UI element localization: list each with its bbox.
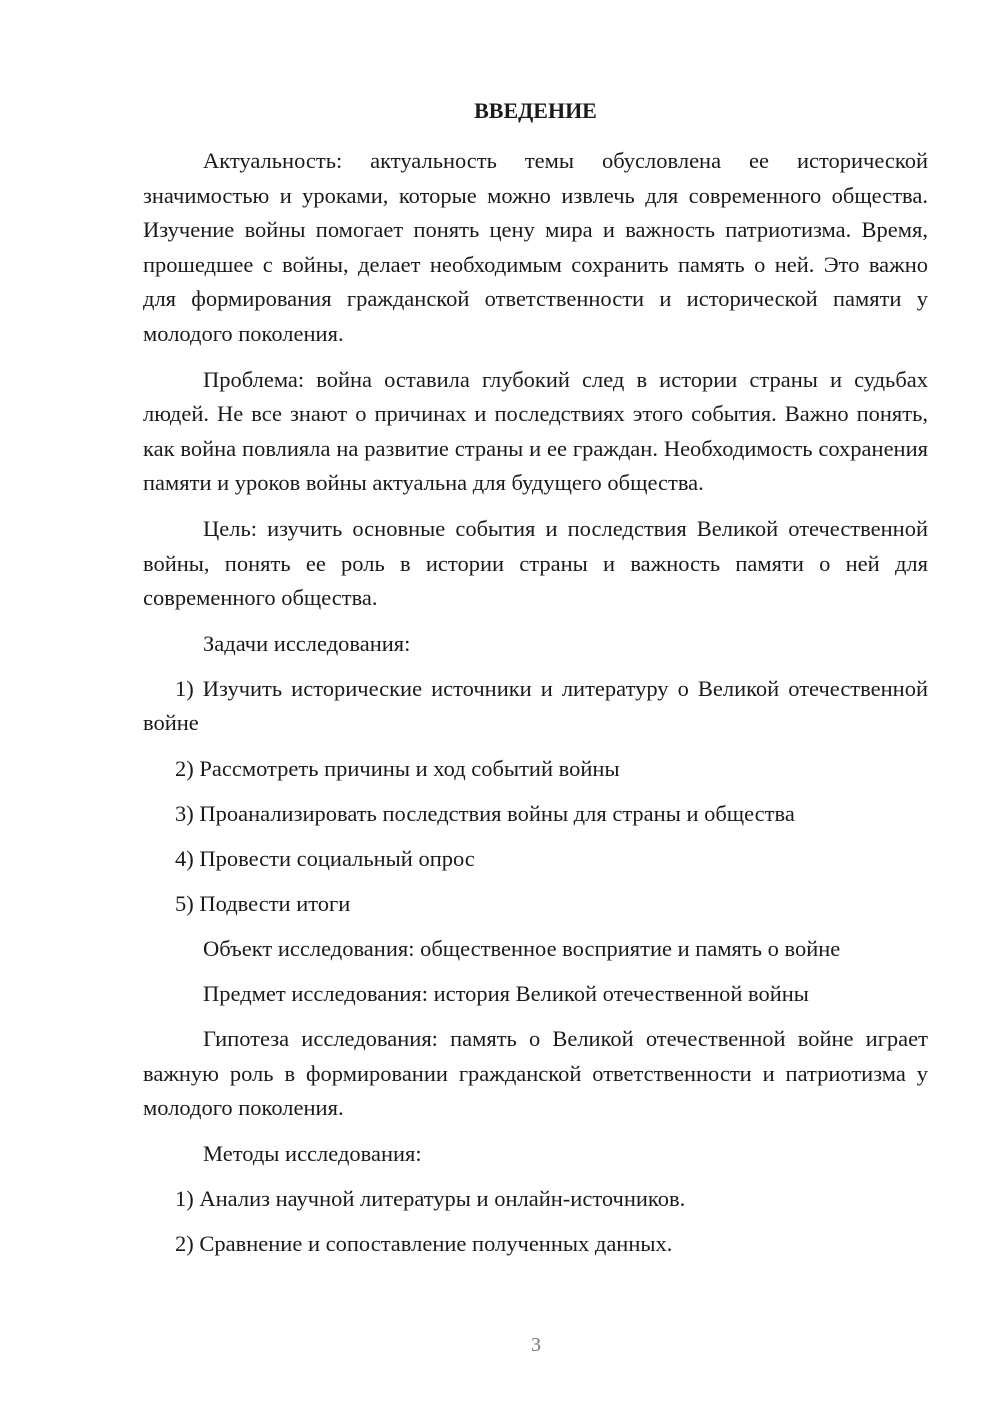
page-number: 3 <box>531 1334 541 1356</box>
relevance-paragraph: Актуальность: актуальность темы обусловлена ее исторической значимостью и уроками, которые можно извлечь для современного общества. Изучение войны помогает понять цену мира и важность патриотизма. Время, прошедшее с войны, делает необходимым сохранить память о ней. Это важно для формирования гражданской ответственности и исторической памяти у молодого поколения. <box>143 148 928 346</box>
research-subject: Предмет исследования: история Великой отечественной войны <box>203 980 809 1006</box>
page-title: ВВЕДЕНИЕ <box>474 98 597 123</box>
research-object: Объект исследования: общественное восприятие и память о войне <box>203 935 841 961</box>
method-item: 2) Сравнение и сопоставление полученных данных. <box>175 1230 673 1256</box>
tasks-heading: Задачи исследования: <box>203 630 411 656</box>
hypothesis-paragraph: Гипотеза исследования: память о Великой отечественной войне играет важную роль в формировании гражданской ответственности и патриотизма у молодого поколения. <box>143 1025 928 1121</box>
task-item: 2) Рассмотреть причины и ход событий войны <box>175 755 620 781</box>
methods-heading: Методы исследования: <box>203 1140 422 1166</box>
problem-paragraph: Проблема: война оставила глубокий след в истории страны и судьбах людей. Не все знают о причинах и последствиях этого события. Важно понять, как война повлияла на развитие страны и ее граждан. Необходимость сохранения памяти и уроков войны актуальна для будущего общества. <box>143 366 928 496</box>
document-page <box>143 96 928 1261</box>
task-item: 3) Проанализировать последствия войны для страны и общества <box>175 800 795 826</box>
goal-paragraph: Цель: изучить основные события и последствия Великой отечественной войны, понять ее роль в истории страны и важность памяти о ней для современного общества. <box>143 515 928 611</box>
method-item: 1) Анализ научной литературы и онлайн-источников. <box>175 1185 686 1211</box>
task-item: 1) Изучить исторические источники и литературу о Великой отечественной войне <box>143 675 928 736</box>
task-item: 5) Подвести итоги <box>175 890 351 916</box>
task-item: 4) Провести социальный опрос <box>175 845 475 871</box>
